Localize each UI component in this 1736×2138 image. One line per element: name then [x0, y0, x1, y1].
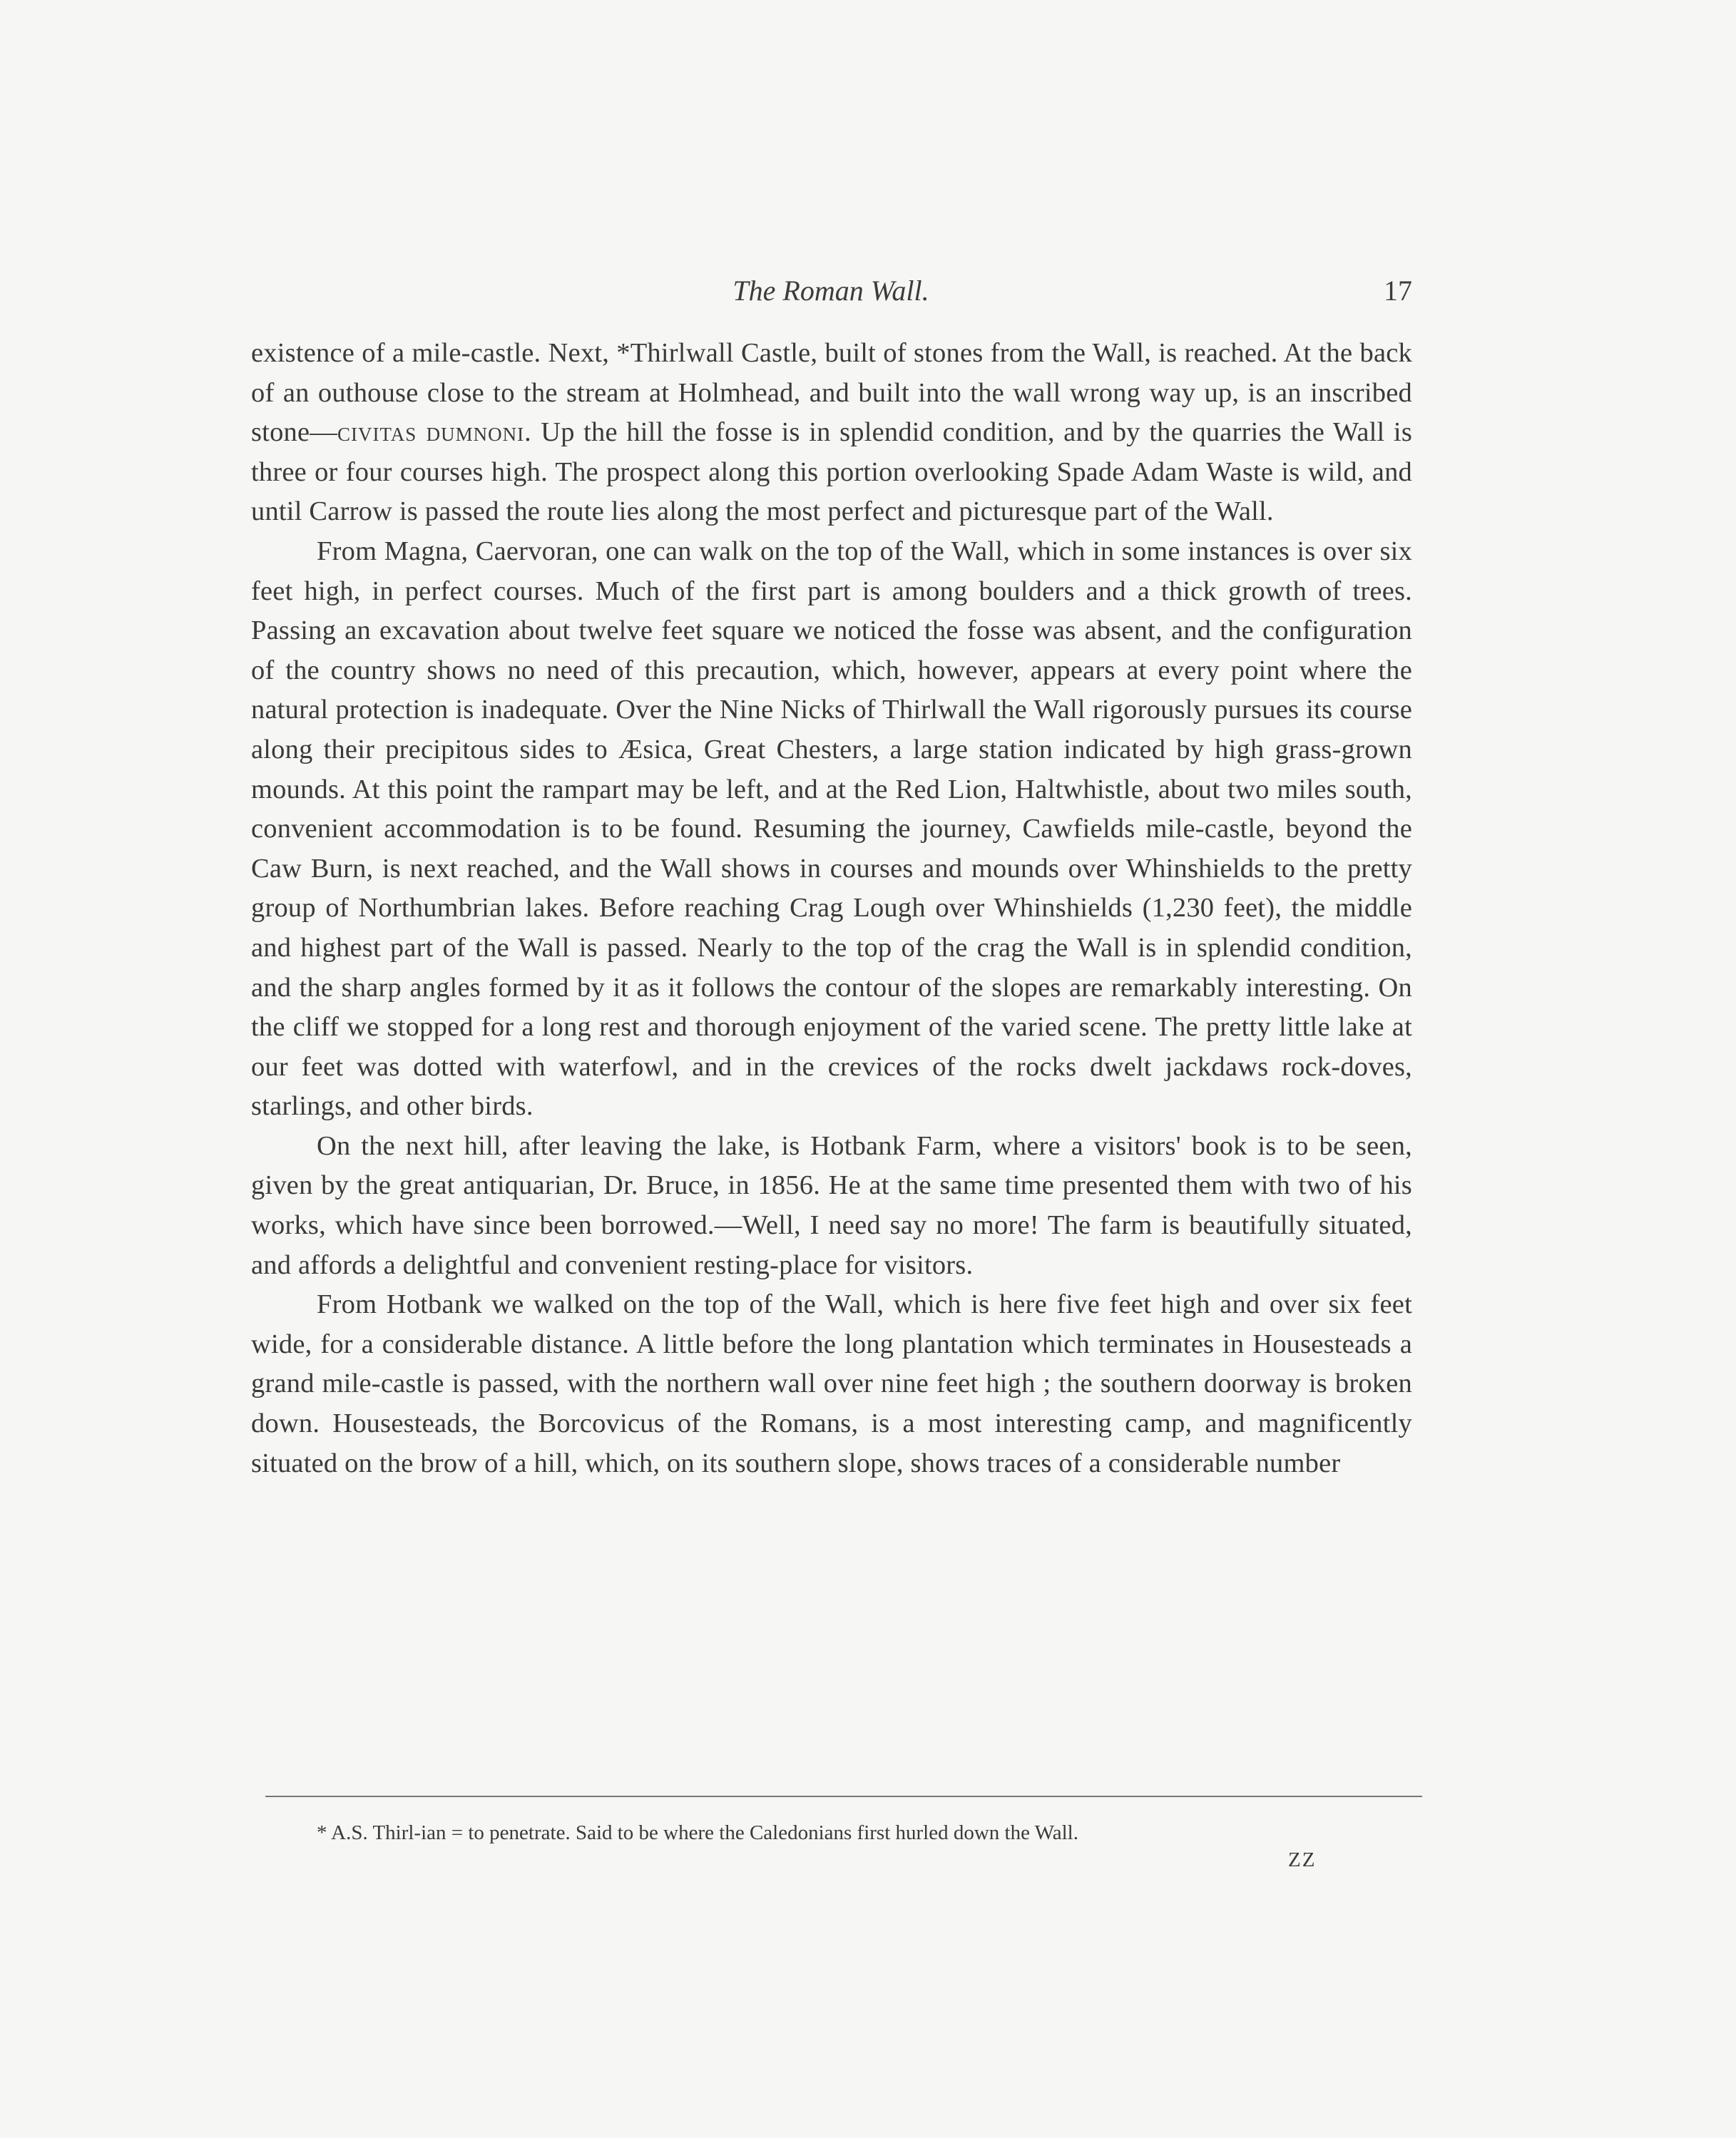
footnote: * A.S. Thirl-ian = to penetrate. Said to be where the Caledonians first hurled down the Wall.	[317, 1821, 1078, 1844]
signature-mark: ZZ	[1288, 1848, 1317, 1871]
paragraph-1-rest: Up the hill the fosse is in splendid condition, and by the quarries the Wall is three or four courses high. The prospect along this portion overlooking Spade Adam Waste is wild, and until Carrow is passed the route lies along the most perfect and picturesque part of the Wall.	[251, 417, 1412, 527]
running-head	[250, 267, 1412, 310]
footnote-rule	[265, 1796, 1422, 1797]
page-number: 17	[1384, 275, 1412, 307]
paragraph-2: From Magna, Caervoran, one can walk on the top of the Wall, which in some instances is over six feet high, in perfect courses. Much of the first part is among boulders and a thick growth of trees. Passing an excavation about twelve feet square we noticed the fosse was absent, and the configuration of the country shows no need of this precaution, which, however, appears at every point where the natural protection is inadequate. Over the Nine Nicks of Thirlwall the Wall rigorously pursues its course along their precipitous sides to Æsica, Great Chesters, a large station indicated by high grass-grown mounds. At this point the rampart may be left, and at the Red Lion, Haltwhistle, about two miles south, convenient accommodation is to be found. Resuming the journey, Cawfields mile-castle, beyond the Caw Burn, is next reached, and the Wall shows in courses and mounds over Whinshields to the pretty group of Northumbrian lakes. Before reaching Crag Lough over Whinshields (1,230 feet), the middle and highest part of the Wall is passed. Nearly to the top of the crag the Wall is in splendid condition, and the sharp angles formed by it as it follows the contour of the slopes are remarkably interesting. On the cliff we stopped for a long rest and thorough enjoyment of the varied scene. The pretty little lake at our feet was dotted with waterfowl, and in the crevices of the rocks dwelt jackdaws rock-doves, starlings, and other birds.	[251, 536, 1412, 1122]
running-title: The Roman Wall.	[732, 275, 929, 307]
paragraph-4: From Hotbank we walked on the top of the Wall, which is here five feet high and over six feet wide, for a considerable distance. A little before the long plantation which terminates in Housesteads a grand mile-castle is passed, with the northern wall over nine feet high ; the southern doorway is broken down. Housesteads, the Borcovicus of the Romans, is a most interesting camp, and magnificently situated on the brow of a hill, which, on its southern slope, shows traces of a considerable number	[251, 1289, 1412, 1478]
paragraph-3: On the next hill, after leaving the lake, is Hotbank Farm, where a visitors' book is to be seen, given by the great antiquarian, Dr. Bruce, in 1856. He at the same time presented them with two of his works, which have since been borrowed.—Well, I need say no more! The farm is beautifully situated, and affords a delightful and convenient resting-place for visitors.	[251, 1130, 1412, 1280]
inscription: civitas dumnoni.	[337, 417, 532, 448]
body-text	[251, 334, 1412, 1483]
paragraph-1	[251, 334, 1412, 532]
paragraph-1-lead: existence of a mile-castle. Next, *Thirlwall Castle, built of stones from the Wall, is reached. At the back of an outhouse close to the stream at Holmhead, and built into the wall wrong way up, is an inscribed stone—	[251, 338, 1412, 448]
